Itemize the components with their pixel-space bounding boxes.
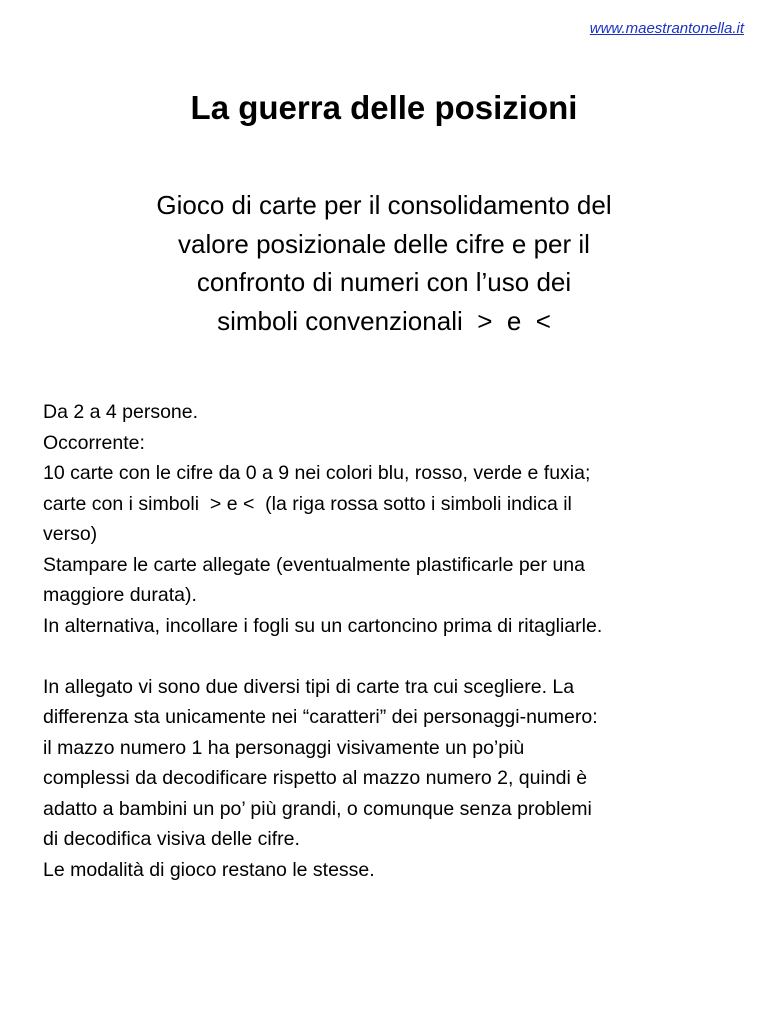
body-line: carte con i simboli > e < (la riga rossa sotto i simboli indica il — [43, 492, 572, 515]
subtitle-line: simboli convenzionali > e < — [217, 305, 551, 336]
body-line: complessi da decodificare rispetto al mazzo numero 2, quindi è — [43, 767, 588, 789]
body-line: di decodifica visiva delle cifre. — [43, 828, 300, 850]
body-line: Le modalità di gioco restano le stesse. — [43, 858, 375, 881]
body-line: differenza sta unicamente nei “caratteri” dei personaggi-numero: — [43, 706, 598, 728]
body-line: In allegato vi sono due diversi tipi di carte tra cui scegliere. La — [43, 675, 575, 698]
subtitle-line: confronto di numeri con l’uso dei — [196, 267, 572, 297]
body-line: Da 2 a 4 persone. — [43, 401, 199, 423]
body-line: il mazzo numero 1 ha personaggi visivamente un po’più — [43, 736, 525, 759]
body-line: Stampare le carte allegate (eventualmente plastificarle per una — [43, 553, 585, 576]
subtitle-line: valore posizionale delle cifre e per il — [178, 228, 590, 259]
website-link[interactable]: www.maestrantonella.it — [589, 20, 744, 37]
body-line: maggiore durata). — [43, 584, 197, 606]
setup-paragraph — [43, 397, 753, 641]
subtitle-line: Gioco di carte per il consolidamento del — [156, 190, 612, 220]
body-line: In alternativa, incollare i fogli su un cartoncino prima di ritagliarle. — [43, 614, 603, 637]
body-line: verso) — [43, 523, 98, 545]
body-line: Occorrente: — [43, 431, 145, 454]
subtitle — [84, 186, 684, 340]
paragraph-gap — [43, 641, 753, 672]
body-line: adatto a bambini un po’ più grandi, o comunque senza problemi — [43, 797, 592, 820]
page-title: La guerra delle posizioni — [190, 89, 578, 126]
body-line: 10 carte con le cifre da 0 a 9 nei colori blu, rosso, verde e fuxia; — [43, 462, 591, 484]
instructions-body — [43, 397, 753, 885]
card-decks-paragraph — [43, 672, 753, 886]
